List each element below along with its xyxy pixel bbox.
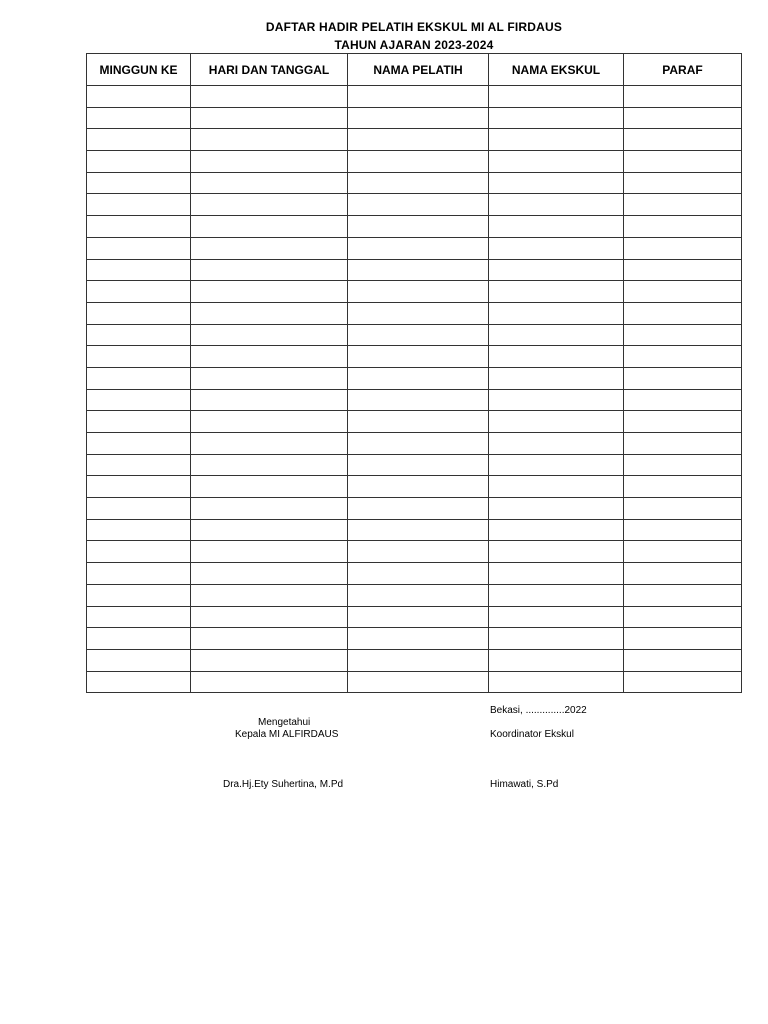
- table-cell: [348, 86, 489, 108]
- coordinator-title: Koordinator Ekskul: [490, 729, 574, 740]
- table-cell: [489, 172, 624, 194]
- table-cell: [624, 411, 742, 433]
- principal-title: Kepala MI ALFIRDAUS: [235, 729, 339, 740]
- table-cell: [191, 671, 348, 693]
- table-row: [87, 194, 742, 216]
- table-cell: [489, 454, 624, 476]
- table-cell: [348, 476, 489, 498]
- table-cell: [191, 151, 348, 173]
- table-cell: [624, 606, 742, 628]
- table-row: [87, 237, 742, 259]
- table-cell: [191, 237, 348, 259]
- table-cell: [87, 671, 191, 693]
- table-cell: [489, 194, 624, 216]
- table-cell: [624, 541, 742, 563]
- table-cell: [191, 411, 348, 433]
- table-cell: [191, 302, 348, 324]
- table-cell: [624, 324, 742, 346]
- table-cell: [191, 433, 348, 455]
- table-row: [87, 498, 742, 520]
- table-row: [87, 302, 742, 324]
- table-cell: [489, 281, 624, 303]
- table-cell: [87, 281, 191, 303]
- table-cell: [87, 454, 191, 476]
- table-cell: [348, 389, 489, 411]
- table-cell: [624, 476, 742, 498]
- header-signature: PARAF: [624, 54, 742, 86]
- table-cell: [489, 671, 624, 693]
- table-row: [87, 151, 742, 173]
- table-cell: [191, 346, 348, 368]
- table-cell: [624, 519, 742, 541]
- table-row: [87, 389, 742, 411]
- table-cell: [624, 129, 742, 151]
- header-trainer-name: NAMA PELATIH: [348, 54, 489, 86]
- table-cell: [624, 671, 742, 693]
- table-cell: [489, 649, 624, 671]
- document-subtitle: TAHUN AJARAN 2023-2024: [334, 38, 494, 52]
- table-cell: [87, 151, 191, 173]
- table-cell: [348, 302, 489, 324]
- table-cell: [87, 237, 191, 259]
- table-cell: [624, 86, 742, 108]
- table-cell: [348, 563, 489, 585]
- table-cell: [348, 628, 489, 650]
- table-cell: [348, 367, 489, 389]
- table-cell: [489, 519, 624, 541]
- table-cell: [348, 259, 489, 281]
- table-cell: [191, 454, 348, 476]
- table-cell: [489, 498, 624, 520]
- table-cell: [348, 346, 489, 368]
- table-row: [87, 649, 742, 671]
- table-cell: [489, 367, 624, 389]
- table-header-row: [87, 54, 742, 86]
- table-cell: [489, 107, 624, 129]
- coordinator-name: Himawati, S.Pd: [490, 779, 559, 790]
- table-cell: [191, 498, 348, 520]
- table-cell: [624, 259, 742, 281]
- table-cell: [489, 628, 624, 650]
- table-cell: [348, 541, 489, 563]
- table-cell: [489, 584, 624, 606]
- table-row: [87, 346, 742, 368]
- table-cell: [489, 324, 624, 346]
- table-cell: [489, 411, 624, 433]
- table-row: [87, 671, 742, 693]
- table-cell: [87, 519, 191, 541]
- table-cell: [191, 563, 348, 585]
- table-cell: [191, 606, 348, 628]
- table-cell: [624, 498, 742, 520]
- table-cell: [87, 216, 191, 238]
- table-cell: [191, 107, 348, 129]
- table-cell: [87, 346, 191, 368]
- table-row: [87, 519, 742, 541]
- table-cell: [191, 324, 348, 346]
- table-cell: [348, 172, 489, 194]
- table-row: [87, 454, 742, 476]
- table-cell: [624, 367, 742, 389]
- table-cell: [348, 671, 489, 693]
- table-cell: [489, 541, 624, 563]
- principal-name: Dra.Hj.Ety Suhertina, M.Pd: [223, 779, 344, 790]
- table-cell: [624, 346, 742, 368]
- table-cell: [348, 324, 489, 346]
- table-cell: [191, 194, 348, 216]
- table-cell: [87, 86, 191, 108]
- table-cell: [624, 281, 742, 303]
- table-cell: [191, 584, 348, 606]
- table-cell: [624, 454, 742, 476]
- table-row: [87, 433, 742, 455]
- table-cell: [191, 259, 348, 281]
- table-row: [87, 129, 742, 151]
- table-cell: [624, 563, 742, 585]
- table-row: [87, 476, 742, 498]
- table-cell: [348, 584, 489, 606]
- document-title: DAFTAR HADIR PELATIH EKSKUL MI AL FIRDAUS: [265, 20, 563, 34]
- table-cell: [191, 281, 348, 303]
- table-row: [87, 584, 742, 606]
- table-cell: [191, 628, 348, 650]
- table-cell: [87, 389, 191, 411]
- table-cell: [489, 216, 624, 238]
- table-row: [87, 367, 742, 389]
- table-cell: [624, 389, 742, 411]
- table-cell: [348, 281, 489, 303]
- table-row: [87, 606, 742, 628]
- table-cell: [624, 216, 742, 238]
- table-cell: [624, 151, 742, 173]
- acknowledged-label: Mengetahui: [258, 717, 311, 728]
- table-cell: [348, 107, 489, 129]
- table-cell: [489, 302, 624, 324]
- table-cell: [489, 237, 624, 259]
- table-cell: [191, 367, 348, 389]
- table-cell: [87, 107, 191, 129]
- table-cell: [191, 129, 348, 151]
- table-cell: [624, 649, 742, 671]
- table-cell: [489, 389, 624, 411]
- table-row: [87, 541, 742, 563]
- table-cell: [624, 237, 742, 259]
- table-cell: [87, 129, 191, 151]
- table-cell: [87, 194, 191, 216]
- table-row: [87, 281, 742, 303]
- table-row: [87, 172, 742, 194]
- table-cell: [348, 433, 489, 455]
- table-cell: [624, 194, 742, 216]
- table-cell: [191, 86, 348, 108]
- header-week: MINGGUN KE: [87, 54, 191, 86]
- table-cell: [348, 519, 489, 541]
- table-cell: [87, 541, 191, 563]
- table-cell: [348, 194, 489, 216]
- table-cell: [489, 259, 624, 281]
- table-cell: [191, 216, 348, 238]
- table-cell: [348, 454, 489, 476]
- table-cell: [87, 433, 191, 455]
- table-cell: [87, 259, 191, 281]
- table-cell: [87, 628, 191, 650]
- table-cell: [489, 129, 624, 151]
- table-cell: [348, 606, 489, 628]
- table-cell: [87, 476, 191, 498]
- table-cell: [87, 324, 191, 346]
- table-cell: [624, 302, 742, 324]
- table-body: [87, 86, 742, 693]
- table-row: [87, 628, 742, 650]
- table-cell: [191, 649, 348, 671]
- table-row: [87, 411, 742, 433]
- table-cell: [348, 411, 489, 433]
- table-cell: [348, 129, 489, 151]
- table-cell: [348, 237, 489, 259]
- table-cell: [348, 649, 489, 671]
- attendance-table: [86, 53, 742, 693]
- table-cell: [87, 172, 191, 194]
- table-cell: [624, 107, 742, 129]
- table-cell: [191, 476, 348, 498]
- table-row: [87, 107, 742, 129]
- table-cell: [87, 606, 191, 628]
- table-cell: [624, 628, 742, 650]
- table-row: [87, 324, 742, 346]
- table-cell: [489, 563, 624, 585]
- table-cell: [489, 476, 624, 498]
- table-cell: [87, 411, 191, 433]
- table-row: [87, 563, 742, 585]
- table-cell: [348, 216, 489, 238]
- table-cell: [87, 498, 191, 520]
- place-date: Bekasi, ..............2022: [490, 705, 587, 716]
- header-day-date: HARI DAN TANGGAL: [191, 54, 348, 86]
- table-cell: [489, 346, 624, 368]
- table-cell: [348, 498, 489, 520]
- table-cell: [87, 563, 191, 585]
- table-cell: [191, 541, 348, 563]
- table-row: [87, 259, 742, 281]
- table-row: [87, 86, 742, 108]
- table-cell: [87, 302, 191, 324]
- table-cell: [348, 151, 489, 173]
- table-cell: [624, 172, 742, 194]
- table-cell: [624, 433, 742, 455]
- table-cell: [489, 433, 624, 455]
- table-cell: [624, 584, 742, 606]
- table-cell: [191, 172, 348, 194]
- table-cell: [489, 86, 624, 108]
- table-cell: [489, 606, 624, 628]
- table-cell: [191, 519, 348, 541]
- table-row: [87, 216, 742, 238]
- table-cell: [191, 389, 348, 411]
- table-cell: [87, 367, 191, 389]
- header-ekskul-name: NAMA EKSKUL: [489, 54, 624, 86]
- table-cell: [489, 151, 624, 173]
- table-cell: [87, 649, 191, 671]
- table-cell: [87, 584, 191, 606]
